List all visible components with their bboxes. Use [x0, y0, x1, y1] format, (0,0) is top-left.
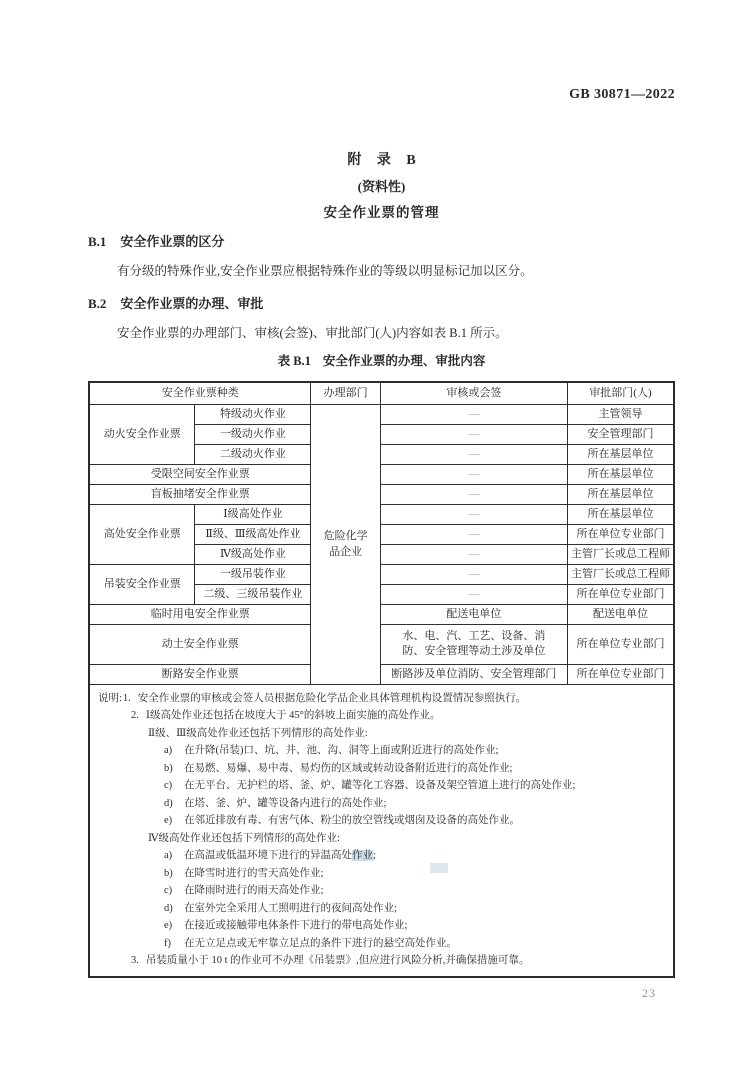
review-cell: — [380, 584, 567, 604]
note-line: a) 在升降(吊装)口、坑、井、池、沟、洞等上面或附近进行的高处作业; [164, 745, 499, 756]
table-row [90, 624, 673, 664]
sub-cell: 特级动火作业 [195, 404, 311, 424]
appendix-title-block [88, 149, 675, 221]
table-header-row [90, 383, 673, 404]
group-cell: 动火安全作业票 [90, 404, 195, 464]
standard-number: GB 30871—2022 [569, 87, 675, 102]
sub-cell: Ⅳ级高处作业 [195, 544, 311, 564]
review-cell: — [380, 424, 567, 444]
note-line: b) 在易燃、易爆、易中毒、易灼伤的区域或转动设备附近进行的高处作业; [164, 762, 513, 774]
approver-cell: 所在单位专业部门 [567, 664, 673, 684]
review-cell: — [380, 404, 567, 424]
note-line: 3. 吊装质量小于 10 t 的作业可不办理《吊装票》,但应进行风险分析,并确保措施可靠。 [131, 955, 530, 966]
sub-cell: 二级动火作业 [195, 444, 311, 464]
selection-smudge [430, 863, 448, 873]
group-cell: 高处安全作业票 [90, 504, 195, 564]
section-b1-number: B.1 [88, 234, 107, 249]
note-line: e) 在接近或接触带电体条件下进行的带电高处作业; [164, 920, 408, 931]
type-cell: 断路安全作业票 [90, 664, 311, 684]
note-line: e) 在邻近排放有毒、有害气体、粉尘的放空管线或烟囱及设备的高处作业。 [164, 815, 520, 826]
review-cell: 断路涉及单位消防、安全管理部门 [380, 664, 567, 684]
section-b2-title: 安全作业票的办理、审批 [120, 296, 264, 311]
approver-cell: 所在单位专业部门 [567, 524, 673, 544]
appendix-type: (资料性) [357, 179, 406, 194]
note-line: 说明:1. 安全作业票的审核或会签人员根据危险化学品企业具体管理机构设置情况参照执行。 [98, 692, 527, 704]
table-row [90, 504, 673, 524]
permit-table [90, 383, 673, 685]
note-line: d) 在室外完全采用人工照明进行的夜间高处作业; [164, 902, 397, 914]
approver-cell: 配送电单位 [567, 604, 673, 624]
table-notes [90, 685, 673, 976]
sub-cell: 一级动火作业 [195, 424, 311, 444]
table-caption-number: 表 B.1 [277, 354, 311, 368]
col-header-review: 审核或会签 [380, 383, 567, 404]
approver-cell: 所在单位专业部门 [567, 624, 673, 664]
note-line: d) 在塔、釜、炉、罐等设备内进行的高处作业; [164, 797, 387, 809]
approver-cell: 主管厂长或总工程师 [567, 544, 673, 564]
table-row [90, 484, 673, 504]
section-b1-heading [88, 231, 224, 250]
note-line: 2. Ⅰ级高处作业还包括在坡度大于 45°的斜坡上面实施的高处作业。 [131, 710, 441, 721]
section-b2-number: B.2 [88, 296, 107, 311]
note-label: 说明: [98, 692, 122, 704]
review-cell: 水、电、汽、工艺、设备、消防、安全管理等动土涉及单位 [380, 624, 567, 664]
table-caption [88, 351, 675, 369]
section-b2-heading [88, 293, 263, 312]
review-cell: — [380, 484, 567, 504]
table-row [90, 604, 673, 624]
type-cell: 受限空间安全作业票 [90, 464, 311, 484]
review-cell: 配送电单位 [380, 604, 567, 624]
handler-cell: 危险化学品企业 [311, 404, 380, 684]
review-cell: — [380, 464, 567, 484]
sub-cell: 二级、三级吊装作业 [195, 584, 311, 604]
section-b1-body: 有分级的特殊作业,安全作业票应根据特殊作业的等级以明显标记加以区分。 [117, 264, 533, 278]
type-cell: 临时用电安全作业票 [90, 604, 311, 624]
note-line: c) 在降雨时进行的雨天高处作业; [164, 885, 324, 896]
approver-cell: 所在基层单位 [567, 484, 673, 504]
col-header-handler: 办理部门 [311, 383, 380, 404]
col-header-type: 安全作业票种类 [90, 383, 311, 404]
section-b2-body: 安全作业票的办理部门、审核(会签)、审批部门(人)内容如表 B.1 所示。 [117, 326, 508, 340]
review-cell: — [380, 564, 567, 584]
review-cell: — [380, 504, 567, 524]
note-line: b) 在降雪时进行的雪天高处作业; [164, 867, 324, 879]
approver-cell: 主管领导 [567, 404, 673, 424]
approver-cell: 安全管理部门 [567, 424, 673, 444]
note-line: Ⅳ级高处作业还包括下列情形的高处作业: [148, 832, 340, 844]
note-line: a) 在高温或低温环境下进行的异温高处作业; [164, 850, 376, 861]
selection-highlight: 作业 [352, 850, 373, 861]
table-row [90, 404, 673, 424]
approver-cell: 所在基层单位 [567, 464, 673, 484]
review-cell: — [380, 524, 567, 544]
table-caption-title: 安全作业票的办理、审批内容 [322, 354, 486, 368]
section-b1-title: 安全作业票的区分 [120, 234, 225, 249]
table-row [90, 664, 673, 684]
sub-cell: Ⅰ级高处作业 [195, 504, 311, 524]
sub-cell: Ⅱ级、Ⅲ级高处作业 [195, 524, 311, 544]
review-cell: — [380, 544, 567, 564]
type-cell: 动土安全作业票 [90, 624, 311, 664]
appendix-title: 安全作业票的管理 [323, 205, 440, 220]
type-cell: 盲板抽堵安全作业票 [90, 484, 311, 504]
approver-cell: 主管厂长或总工程师 [567, 564, 673, 584]
table-row [90, 564, 673, 584]
table-frame [88, 381, 675, 978]
appendix-label: 附 录 B [347, 153, 416, 168]
note-line: Ⅱ级、Ⅲ级高处作业还包括下列情形的高处作业: [148, 727, 368, 739]
approver-cell: 所在基层单位 [567, 444, 673, 464]
review-cell: — [380, 444, 567, 464]
col-header-approver: 审批部门(人) [567, 383, 673, 404]
group-cell: 吊装安全作业票 [90, 564, 195, 604]
note-line: c) 在无平台、无护栏的塔、釜、炉、罐等化工容器、设备及架空管道上进行的高处作业; [164, 780, 576, 791]
note-line: f) 在无立足点或无牢靠立足点的条件下进行的悬空高处作业。 [164, 937, 457, 949]
approver-cell: 所在基层单位 [567, 504, 673, 524]
sub-cell: 一级吊装作业 [195, 564, 311, 584]
table-row [90, 464, 673, 484]
approver-cell: 所在单位专业部门 [567, 584, 673, 604]
page-number: 23 [642, 986, 656, 1000]
